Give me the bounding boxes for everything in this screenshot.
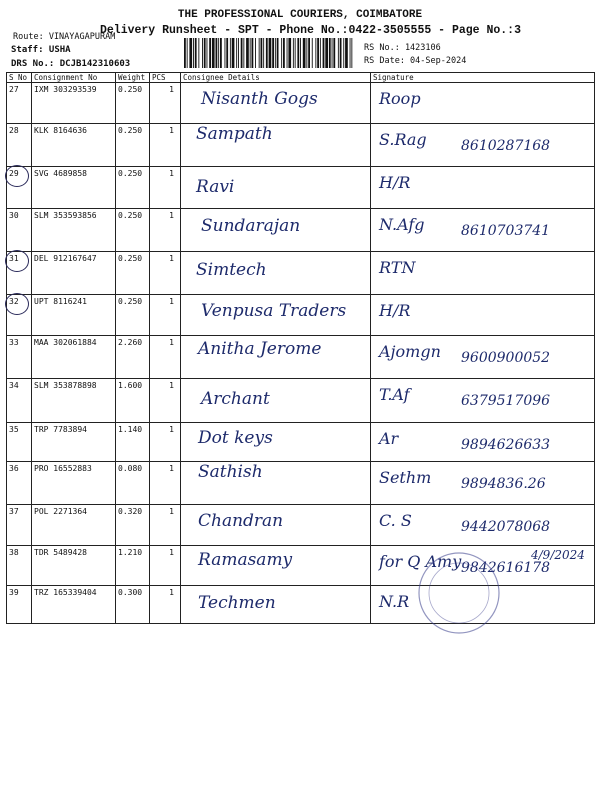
row-weight: 0.250 [118,254,143,263]
row-consignment-no: KLK 8164636 [34,126,87,135]
row-sno: 27 [9,85,19,94]
col-header-weight: Weight [116,73,150,83]
row-pcs: 1 [169,464,174,473]
row-sno: 37 [9,507,19,516]
row-sno: 38 [9,548,19,557]
row-sno: 30 [9,211,19,220]
signature-mark: Ar [379,429,399,448]
signature-mark: S.Rag [379,130,427,149]
phone-number: 9894626633 [461,437,551,453]
consignee-name: Sundarajan [201,216,301,236]
consignee-name: Nisanth Gogs [201,89,318,109]
consignee-name: Ramasamy [198,550,293,570]
row-sno: 35 [9,425,19,434]
table-row [7,209,595,252]
table-header-row [7,73,595,83]
drs-number: DRS No.: DCJB142310603 [11,59,131,69]
row-consignment-no: TRZ 165339404 [34,588,97,597]
runsheet-subtitle: Delivery Runsheet - SPT - Phone No.:0422-3505555 - Page No.:3 [100,24,521,37]
consignee-name: Sathish [198,462,263,482]
table-row [7,505,595,546]
phone-number: 9600900052 [461,350,551,366]
signature-mark: for Q Amy [379,552,462,571]
row-weight: 0.250 [118,211,143,220]
row-pcs: 1 [169,338,174,347]
row-weight: 0.250 [118,85,143,94]
phone-number: 9842616178 [461,560,551,576]
circle-mark-annotation [5,250,29,272]
row-consignment-no: POL 2271364 [34,507,87,516]
route-label: Route: VINAYAGAPURAM [13,32,116,42]
rs-date: RS Date: 04-Sep-2024 [364,56,467,66]
rs-number: RS No.: 1423106 [364,43,441,53]
table-row [7,252,595,295]
row-pcs: 1 [169,211,174,220]
signature-mark: Sethm [379,468,432,487]
consignee-name: Archant [201,389,270,409]
phone-number: 8610703741 [461,223,551,239]
phone-number: 6379517096 [461,393,551,409]
row-pcs: 1 [169,126,174,135]
row-weight: 0.300 [118,588,143,597]
signature-mark: N.R [379,592,410,611]
row-consignment-no: DEL 912167647 [34,254,97,263]
consignee-name: Venpusa Traders [201,301,347,321]
row-consignment-no: TRP 7783894 [34,425,87,434]
row-pcs: 1 [169,588,174,597]
row-consignment-no: SLM 353878898 [34,381,97,390]
runsheet-table [6,72,595,624]
table-row [7,462,595,505]
col-header-sno: S No [7,73,32,83]
row-pcs: 1 [169,381,174,390]
row-consignment-no: SLM 353593856 [34,211,97,220]
row-weight: 0.250 [118,169,143,178]
signature-mark: T.Af [379,385,410,404]
phone-number: 8610287168 [461,138,551,154]
barcode-image [184,38,356,68]
signature-mark: Roop [379,89,421,108]
table-row [7,124,595,167]
row-weight: 0.250 [118,126,143,135]
row-sno: 39 [9,588,19,597]
col-header-signature: Signature [371,73,595,83]
signature-mark: H/R [379,173,411,192]
signature-mark: RTN [379,258,416,277]
table-row [7,167,595,209]
row-consignment-no: SVG 4689858 [34,169,87,178]
col-header-consignee: Consignee Details [181,73,371,83]
table-row [7,379,595,423]
row-pcs: 1 [169,297,174,306]
col-header-pcs: PCS [150,73,181,83]
consignee-name: Techmen [198,593,276,613]
row-consignment-no: MAA 302061884 [34,338,97,347]
table-row [7,546,595,586]
col-header-consignment: Consignment No [32,73,116,83]
table-row [7,336,595,379]
row-consignment-no: TDR 5489428 [34,548,87,557]
consignee-name: Chandran [198,511,284,531]
row-pcs: 1 [169,85,174,94]
row-weight: 1.140 [118,425,143,434]
row-sno: 32 [9,297,19,306]
row-sno: 29 [9,169,19,178]
row-sno: 33 [9,338,19,347]
signature-mark: C. S [379,511,412,530]
row-weight: 2.260 [118,338,143,347]
circle-mark-annotation [5,293,29,315]
row-sno: 36 [9,464,19,473]
signature-mark: N.Afg [379,215,425,234]
phone-number: 9442078068 [461,519,551,535]
circle-mark-annotation [5,165,29,187]
row-consignment-no: PRO 16552883 [34,464,92,473]
staff-label: Staff: USHA [11,45,71,55]
table-row [7,295,595,336]
row-pcs: 1 [169,169,174,178]
row-pcs: 1 [169,548,174,557]
consignee-name: Sampath [196,124,273,144]
row-weight: 0.080 [118,464,143,473]
signature-mark: H/R [379,301,411,320]
row-sno: 28 [9,126,19,135]
consignee-name: Anitha Jerome [198,339,322,359]
delivery-date: 4/9/2024 [531,548,585,562]
row-consignment-no: IXM 303293539 [34,85,97,94]
consignee-name: Ravi [196,177,235,197]
row-weight: 0.250 [118,297,143,306]
row-pcs: 1 [169,507,174,516]
row-weight: 0.320 [118,507,143,516]
row-sno: 34 [9,381,19,390]
consignee-name: Dot keys [198,428,273,448]
delivery-stamp [414,548,504,638]
row-pcs: 1 [169,425,174,434]
runsheet-title: THE PROFESSIONAL COURIERS, COIMBATORE [177,9,423,21]
signature-mark: Ajomgn [379,342,441,361]
row-weight: 1.210 [118,548,143,557]
table-row [7,83,595,124]
row-sno: 31 [9,254,19,263]
row-consignment-no: UPT 8116241 [34,297,87,306]
phone-number: 9894836.26 [461,476,546,492]
table-row [7,586,595,624]
table-row [7,423,595,462]
row-pcs: 1 [169,254,174,263]
row-weight: 1.600 [118,381,143,390]
consignee-name: Simtech [196,260,267,280]
